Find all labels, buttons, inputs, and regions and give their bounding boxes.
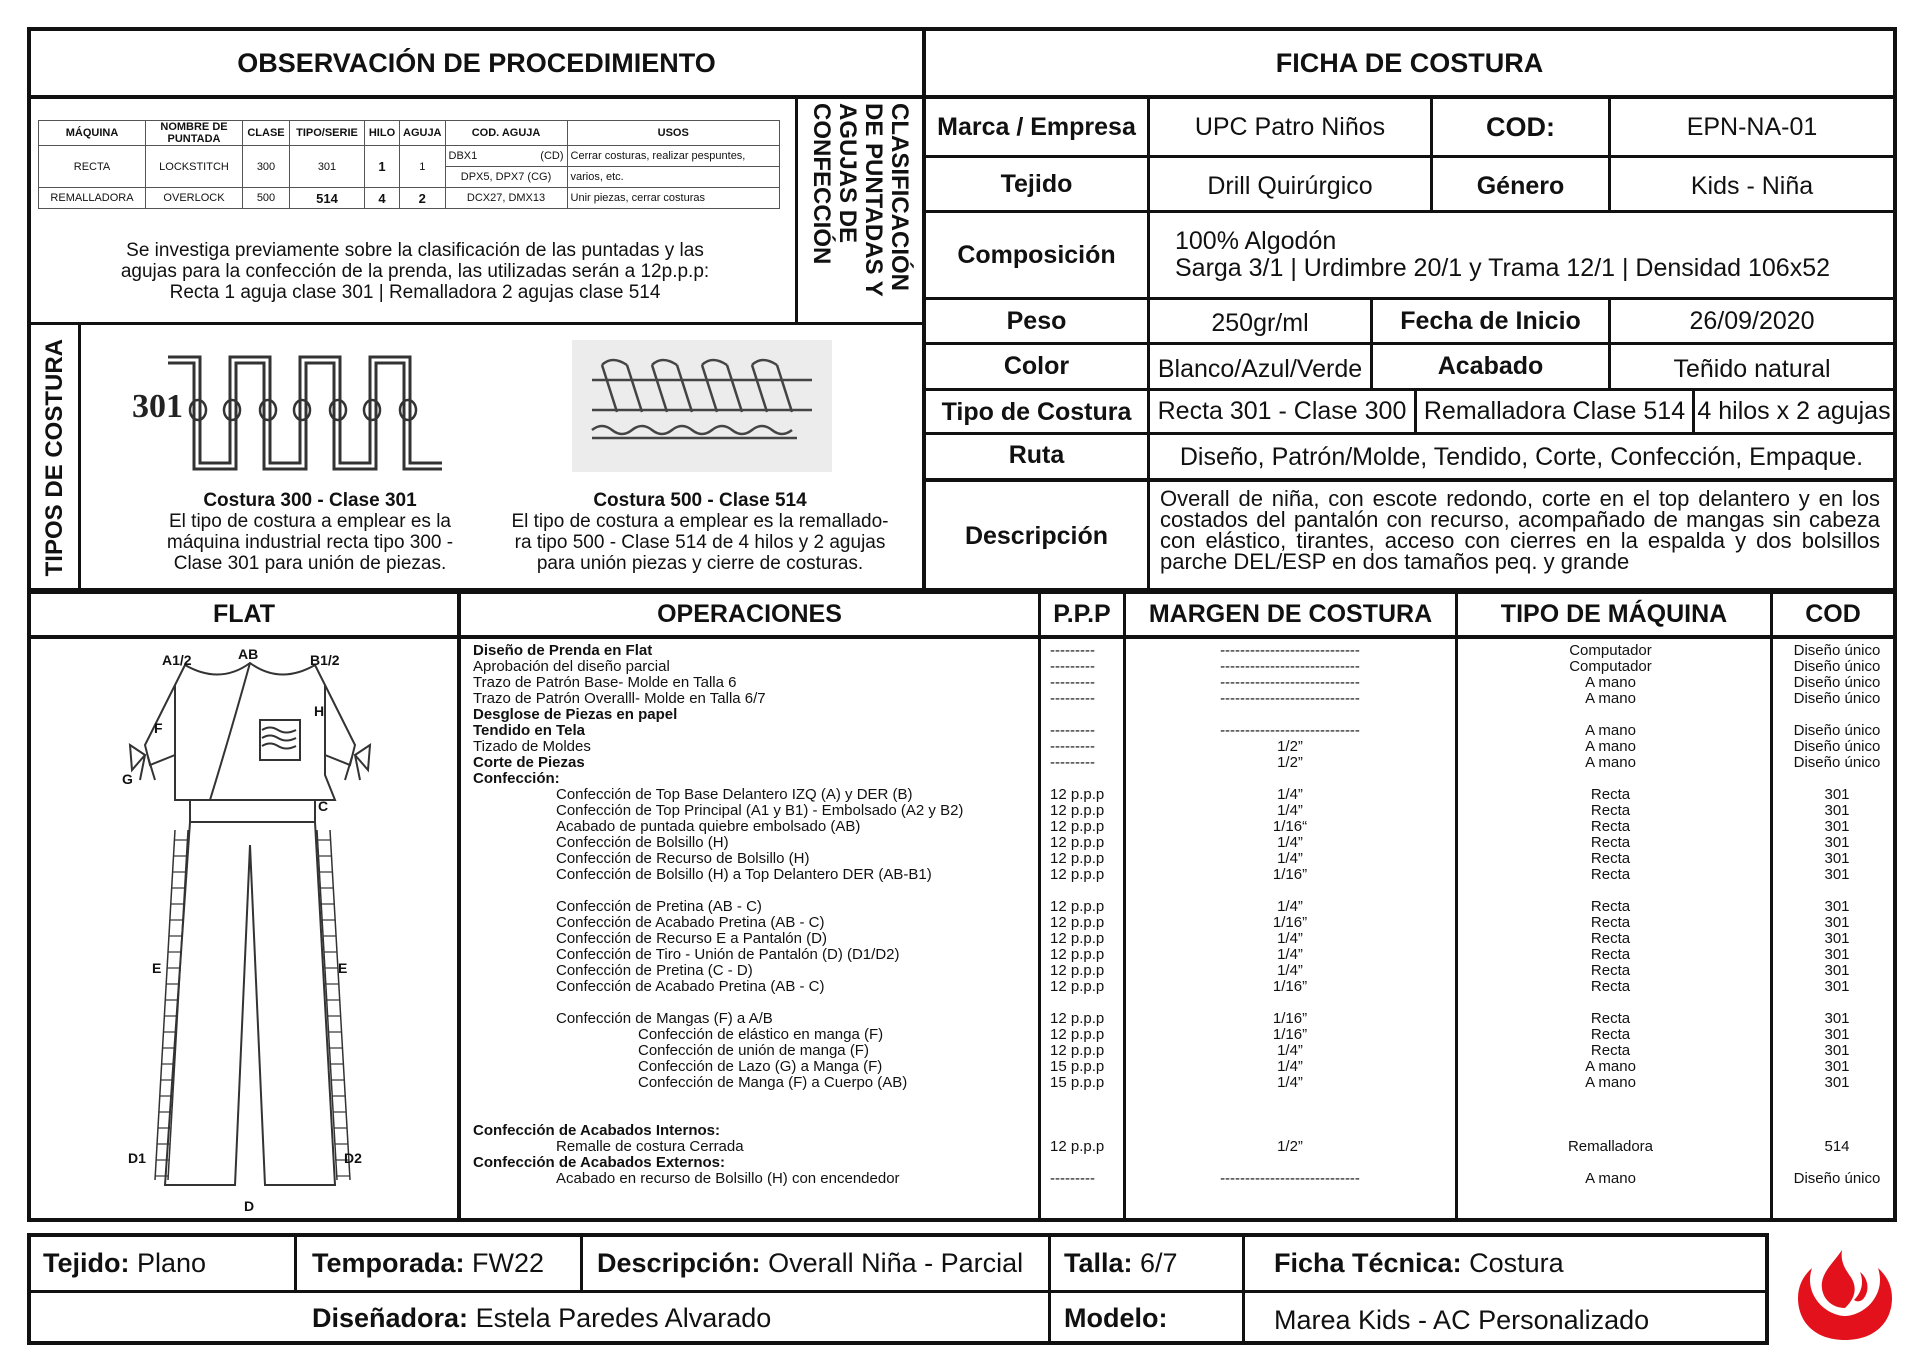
footer-temporada (300, 1237, 580, 1290)
operation-cod: 301 (1824, 1010, 1850, 1027)
flat-label-e-left: E (152, 960, 162, 976)
operation-name: Confección de Tiro - Unión de Pantalón (D) (D1/D2) (556, 946, 900, 963)
operation-machine: Computador (1569, 658, 1652, 675)
stitch-300-desc (120, 490, 500, 574)
operation-margin: 1/2” (1277, 1138, 1303, 1155)
operation-row (0, 1107, 1920, 1123)
operation-ppp: --------- (1050, 722, 1095, 739)
tipos-vertical: TIPOS DE COSTURA (40, 338, 68, 577)
footer-ficha-value: Costura (1469, 1248, 1564, 1278)
operation-machine: Recta (1590, 978, 1631, 995)
operation-cod: 301 (1824, 930, 1850, 947)
operation-machine: Recta (1590, 914, 1631, 931)
operation-margin: 1/4” (1277, 1074, 1303, 1091)
operation-name: Tizado de Moldes (473, 738, 591, 755)
operation-cod: Diseño único (1793, 658, 1881, 675)
operation-cod: 514 (1824, 1138, 1850, 1155)
operation-name: Confección de Bolsillo (H) a Top Delantero DER (AB-B1) (556, 866, 932, 883)
tipos-vertical-wrap (31, 325, 78, 590)
flat-label-d: D (244, 1198, 255, 1214)
flat-label-a12: A1/2 (162, 652, 192, 668)
procedure-text (40, 240, 790, 303)
flat-label-g: G (122, 771, 133, 787)
footer-descripcion-value: Overall Niña - Parcial (768, 1248, 1024, 1278)
procedure-line: Se investiga previamente sobre la clasificación de las puntadas y las (126, 240, 704, 261)
footer-disenadora-label: Diseñadora: (312, 1302, 469, 1333)
operation-name: Confección de Mangas (F) a A/B (556, 1010, 773, 1027)
operation-ppp: 15 p.p.p (1050, 1074, 1105, 1091)
footer-tejido (31, 1237, 294, 1290)
operation-margin: 1/16” (1272, 978, 1308, 995)
cod-value: EPN-NA-01 (1686, 112, 1818, 141)
operation-machine: Recta (1590, 818, 1631, 835)
operation-machine: Recta (1590, 802, 1631, 819)
operation-margin: 1/16” (1272, 914, 1308, 931)
flat-label-ab: AB (238, 646, 259, 662)
operation-margin: 1/16“ (1272, 818, 1308, 835)
operation-cod: 301 (1824, 786, 1850, 803)
operation-name: Confección de Pretina (AB - C) (556, 898, 762, 915)
operation-cod: 301 (1824, 834, 1850, 851)
footer-disenadora-value: Estela Paredes Alvarado (475, 1302, 772, 1333)
operation-cod: Diseño único (1793, 738, 1881, 755)
operation-row (0, 1171, 1920, 1187)
divider (580, 1233, 583, 1290)
left-header: OBSERVACIÓN DE PROCEDIMIENTO (237, 47, 716, 78)
operation-margin: 1/4” (1277, 946, 1303, 963)
operation-cod: Diseño único (1793, 754, 1881, 771)
composicion-label: Composición (957, 240, 1116, 269)
operation-row (0, 707, 1920, 723)
composicion-line: 100% Algodón (1175, 227, 1337, 255)
operation-machine: A mano (1585, 1170, 1636, 1187)
operation-row (0, 675, 1920, 691)
operation-ppp: --------- (1050, 642, 1095, 659)
stitch-500-line: para unión piezas y cierre de costuras. (536, 553, 864, 574)
operation-name: Acabado en recurso de Bolsillo (H) con encendedor (556, 1170, 900, 1187)
operation-cod: 301 (1824, 898, 1850, 915)
fecha-label: Fecha de Inicio (1400, 306, 1581, 335)
stitch-300-line: Clase 301 para unión de piezas. (173, 553, 447, 574)
operation-margin: 1/2” (1277, 738, 1303, 755)
footer-disenadora (300, 1293, 1048, 1343)
tipo-value-3: 4 hilos x 2 agujas (1697, 397, 1891, 425)
operation-ppp: --------- (1050, 690, 1095, 707)
operation-margin: 1/4” (1277, 802, 1303, 819)
footer-ficha-label: Ficha Técnica: (1274, 1248, 1462, 1278)
flat-label-b12: B1/2 (310, 652, 340, 668)
operation-name: Confección: (473, 770, 560, 787)
operation-machine: Remalladora (1567, 1138, 1654, 1155)
fecha-value: 26/09/2020 (1689, 306, 1815, 335)
th-cod-aguja: COD. AGUJA (445, 121, 567, 146)
cod: DBX1 (448, 150, 478, 162)
machine-table-wrap (38, 120, 780, 209)
divider (27, 95, 924, 99)
operation-margin: 1/16” (1272, 1010, 1308, 1027)
operation-cod: 301 (1824, 1026, 1850, 1043)
color-label: Color (1003, 352, 1070, 380)
divider (78, 322, 81, 592)
cell: 1 (400, 146, 446, 188)
operation-ppp: 12 p.p.p (1050, 834, 1105, 851)
tipo-value-2: Remalladora Clase 514 (1423, 397, 1686, 425)
operation-machine: A mano (1585, 690, 1636, 707)
operation-machine: Recta (1590, 1026, 1631, 1043)
operation-name: Acabado de puntada quiebre embolsado (AB) (556, 818, 861, 835)
cell: 4 (365, 188, 400, 209)
stitch-300-line: El tipo de costura a emplear es la (169, 511, 451, 532)
margen-header: MARGEN DE COSTURA (1148, 600, 1433, 628)
th-maquina: MÁQUINA (39, 121, 146, 146)
operation-row (0, 691, 1920, 707)
ruta-value: Diseño, Patrón/Molde, Tendido, Corte, Confección, Empaque. (1179, 443, 1864, 471)
operation-margin: ---------------------------- (1220, 690, 1360, 707)
operation-row (0, 1027, 1920, 1043)
machine-table (38, 120, 780, 209)
operation-cod: 301 (1824, 802, 1850, 819)
cell: 500 (243, 188, 290, 209)
tipo-label: Tipo de Costura (941, 397, 1132, 426)
cell: 1 (365, 146, 400, 188)
flat-label-d2: D2 (344, 1150, 362, 1166)
operation-name: Remalle de costura Cerrada (556, 1138, 744, 1155)
operation-name: Diseño de Prenda en Flat (473, 642, 653, 659)
operation-ppp: 12 p.p.p (1050, 1026, 1105, 1043)
operation-cod: 301 (1824, 978, 1850, 995)
operation-machine: Recta (1590, 866, 1631, 883)
operation-name: Corte de Piezas (473, 754, 585, 771)
stitch-500-title: Costura 500 - Clase 514 (593, 490, 807, 511)
operation-ppp: --------- (1050, 738, 1095, 755)
procedure-line: Recta 1 aguja clase 301 | Remalladora 2 agujas clase 514 (169, 282, 661, 303)
stitch-300-line: máquina industrial recta tipo 300 - (166, 532, 454, 553)
cod-cd: (CD) (540, 150, 564, 162)
divider (27, 635, 1897, 639)
cell: 301 (290, 146, 365, 188)
operation-row (0, 659, 1920, 675)
operation-name: Confección de Acabado Pretina (AB - C) (556, 914, 825, 931)
operation-machine: Computador (1569, 642, 1652, 659)
operaciones-header: OPERACIONES (657, 600, 842, 628)
operation-machine: A mano (1585, 1058, 1636, 1075)
cell: 300 (243, 146, 290, 188)
operation-margin: 1/4” (1277, 930, 1303, 947)
operation-row (0, 963, 1920, 979)
operation-ppp: 12 p.p.p (1050, 914, 1105, 931)
operation-cod: Diseño único (1793, 674, 1881, 691)
operation-ppp: 12 p.p.p (1050, 946, 1105, 963)
operation-row (0, 867, 1920, 883)
composicion-line: Sarga 3/1 | Urdimbre 20/1 y Trama 12/1 | Densidad 106x52 (1175, 254, 1831, 282)
operation-cod: Diseño único (1793, 722, 1881, 739)
operation-ppp: 15 p.p.p (1050, 1058, 1105, 1075)
stitch-500-line: ra tipo 500 - Clase 514 de 4 hilos y 2 agujas (514, 532, 886, 553)
operation-machine: Recta (1590, 850, 1631, 867)
operation-cod: 301 (1824, 1074, 1850, 1091)
operation-cod: Diseño único (1793, 642, 1881, 659)
peso-value: 250gr/ml (1211, 308, 1309, 337)
flat-label-c: C (318, 798, 329, 814)
operation-row (0, 1091, 1920, 1107)
th-hilo: HILO (365, 121, 400, 146)
operation-margin: 1/4” (1277, 898, 1303, 915)
genero-label: Género (1476, 171, 1565, 200)
operation-row (0, 803, 1920, 819)
footer-temporada-label: Temporada: (312, 1248, 465, 1278)
operation-ppp: 12 p.p.p (1050, 1042, 1105, 1059)
marca-label: Marca / Empresa (937, 112, 1136, 141)
operation-margin: 1/4” (1277, 834, 1303, 851)
cell (445, 146, 567, 167)
operation-machine: A mano (1585, 1074, 1636, 1091)
tejido-label: Tejido (1000, 169, 1073, 198)
flat-label-e-right: E (338, 960, 348, 976)
operation-margin: ---------------------------- (1220, 674, 1360, 691)
operation-ppp: 12 p.p.p (1050, 1138, 1105, 1155)
operation-row (0, 915, 1920, 931)
th-aguja: AGUJA (400, 121, 446, 146)
footer-temporada-value: FW22 (472, 1248, 545, 1278)
genero-value: Kids - Niña (1690, 171, 1814, 200)
operation-name: Confección de elástico en manga (F) (638, 1026, 884, 1043)
operation-row (0, 995, 1920, 1011)
cell: Unir piezas, cerrar costuras (567, 188, 779, 209)
operation-row (0, 835, 1920, 851)
ruta-label: Ruta (1008, 440, 1065, 469)
cell: Cerrar costuras, realizar pespuntes, (567, 146, 779, 167)
operation-cod: Diseño único (1793, 690, 1881, 707)
operation-ppp: --------- (1050, 754, 1095, 771)
operation-machine: A mano (1585, 738, 1636, 755)
cod-label: COD: (1486, 111, 1555, 142)
operation-name: Confección de Manga (F) a Cuerpo (AB) (638, 1074, 908, 1091)
th-clase: CLASE (243, 121, 290, 146)
th-usos: USOS (567, 121, 779, 146)
divider (1048, 1233, 1051, 1345)
operation-name: Confección de unión de manga (F) (638, 1042, 869, 1059)
operation-row (0, 1123, 1920, 1139)
operation-name: Confección de Acabado Pretina (AB - C) (556, 978, 825, 995)
operation-ppp: 12 p.p.p (1050, 786, 1105, 803)
operation-row (0, 883, 1920, 899)
operations-list (0, 643, 1920, 1213)
operation-name: Confección de Acabados Externos: (473, 1154, 725, 1171)
operation-ppp: 12 p.p.p (1050, 802, 1105, 819)
operation-cod: 301 (1824, 850, 1850, 867)
operation-margin: ---------------------------- (1220, 722, 1360, 739)
clasificacion-text: CLASIFICACIÓN DE PUNTADAS Y AGUJAS DE CONFECCIÓN (808, 102, 913, 296)
stitch-500-desc (485, 490, 915, 574)
operation-name: Confección de Top Principal (A1 y B1) - Embolsado (A2 y B2) (556, 802, 964, 819)
marca-value: UPC Patro Niños (1194, 112, 1386, 141)
footer-descripcion-label: Descripción: (597, 1248, 761, 1278)
operation-ppp: 12 p.p.p (1050, 1010, 1105, 1027)
operation-margin: 1/16” (1272, 866, 1308, 883)
procedure-line: agujas para la confección de la prenda, las utilizadas serán a 12p.p.p: (120, 261, 710, 282)
operation-ppp: 12 p.p.p (1050, 978, 1105, 995)
operation-name: Tendido en Tela (473, 722, 585, 739)
operation-ppp: 12 p.p.p (1050, 818, 1105, 835)
operation-machine: Recta (1590, 834, 1631, 851)
footer-descripcion (585, 1237, 1048, 1290)
operation-margin: 1/4” (1277, 962, 1303, 979)
operation-row (0, 739, 1920, 755)
operation-ppp: --------- (1050, 658, 1095, 675)
peso-label: Peso (1006, 306, 1067, 335)
cell: REMALLADORA (39, 188, 146, 209)
footer-tejido-value: Plano (137, 1248, 207, 1278)
stitch-514-drawing (572, 340, 832, 472)
clasificacion-vertical (798, 100, 922, 320)
operation-ppp: --------- (1050, 1170, 1095, 1187)
cell: LOCKSTITCH (146, 146, 243, 188)
cell: OVERLOCK (146, 188, 243, 209)
operation-row (0, 819, 1920, 835)
operation-ppp: 12 p.p.p (1050, 930, 1105, 947)
operation-name: Confección de Pretina (C - D) (556, 962, 753, 979)
operation-name: Confección de Recurso E a Pantalón (D) (556, 930, 827, 947)
upc-logo-icon (1790, 1240, 1900, 1350)
operation-machine: Recta (1590, 962, 1631, 979)
footer-tejido-label: Tejido: (43, 1248, 130, 1278)
divider (1242, 1233, 1245, 1345)
operation-margin: ---------------------------- (1220, 642, 1360, 659)
footer-talla-label: Talla: (1064, 1248, 1133, 1278)
operation-cod: 301 (1824, 914, 1850, 931)
operation-machine: Recta (1590, 786, 1631, 803)
operation-row (0, 931, 1920, 947)
flat-label-f: F (154, 720, 163, 736)
operation-ppp: 12 p.p.p (1050, 850, 1105, 867)
cell: 2 (400, 188, 446, 209)
operation-name: Confección de Lazo (G) a Manga (F) (638, 1058, 883, 1075)
operation-row (0, 787, 1920, 803)
operation-margin: 1/4” (1277, 1042, 1303, 1059)
operation-name: Trazo de Patrón Base- Molde en Talla 6 (473, 674, 737, 691)
cell: RECTA (39, 146, 146, 188)
stitch-301-label: 301 (132, 388, 183, 425)
footer-modelo (1052, 1293, 1242, 1343)
footer-talla (1052, 1237, 1242, 1290)
color-value: Blanco/Azul/Verde (1157, 355, 1363, 383)
th-serie: TIPO/SERIE (290, 121, 365, 146)
acabado-value: Teñido natural (1673, 355, 1831, 383)
operation-machine: Recta (1590, 930, 1631, 947)
divider (294, 1233, 297, 1290)
operation-cod: 301 (1824, 866, 1850, 883)
operation-margin: 1/16” (1272, 1026, 1308, 1043)
operation-row (0, 1075, 1920, 1091)
operation-row (0, 1011, 1920, 1027)
operation-machine: A mano (1585, 674, 1636, 691)
descripcion-label: Descripción (964, 521, 1109, 550)
flat-header: FLAT (212, 600, 275, 628)
operation-margin: 1/4” (1277, 786, 1303, 803)
operation-row (0, 1059, 1920, 1075)
operation-row (0, 899, 1920, 915)
stitch-500-line: El tipo de costura a emplear es la remallado- (511, 511, 889, 532)
operation-row (0, 771, 1920, 787)
operation-margin: ---------------------------- (1220, 1170, 1360, 1187)
ppp-header: P.P.P (1053, 600, 1111, 628)
tejido-value: Drill Quirúrgico (1207, 171, 1373, 200)
operation-machine: A mano (1585, 722, 1636, 739)
operation-row (0, 979, 1920, 995)
descripcion-value: Overall de niña, con escote redondo, corte en el top delantero y en los costados del pantalón con recurso, acompañado de mangas sin cabeza con elástico, tirantes, acceso con cierres en la espalda y dos bolsillos parche DEL/ESP en dos tamaños peq. y grande (1160, 486, 1880, 574)
operation-machine: Recta (1590, 1042, 1631, 1059)
operation-row (0, 1043, 1920, 1059)
operation-name: Confección de Top Base Delantero IZQ (A) y DER (B) (556, 786, 913, 803)
operation-cod: Diseño único (1793, 1170, 1881, 1187)
th-puntada: NOMBRE DE PUNTADA (146, 121, 243, 146)
operation-machine: Recta (1590, 1010, 1631, 1027)
operation-machine: A mano (1585, 754, 1636, 771)
operation-row (0, 755, 1920, 771)
operation-row (0, 1139, 1920, 1155)
operation-name: Aprobación del diseño parcial (473, 658, 670, 675)
operation-machine: Recta (1590, 946, 1631, 963)
operation-name: Confección de Recurso de Bolsillo (H) (556, 850, 810, 867)
operation-ppp: 12 p.p.p (1050, 866, 1105, 883)
cell: varios, etc. (567, 167, 779, 188)
operation-row (0, 947, 1920, 963)
footer-ficha (1262, 1237, 1762, 1290)
operation-margin: 1/2” (1277, 754, 1303, 771)
operation-cod: 301 (1824, 1058, 1850, 1075)
flat-label-h: H (314, 703, 325, 719)
operation-name: Trazo de Patrón Overalll- Molde en Talla 6/7 (473, 690, 766, 707)
operation-ppp: 12 p.p.p (1050, 962, 1105, 979)
operation-cod: 301 (1824, 818, 1850, 835)
divider (27, 322, 924, 325)
operation-machine: Recta (1590, 898, 1631, 915)
cell: DCX27, DMX13 (445, 188, 567, 209)
acabado-label: Acabado (1437, 352, 1544, 380)
footer-modelo-label: Modelo: (1064, 1302, 1168, 1333)
cell: 514 (290, 188, 365, 209)
tipo-value-1: Recta 301 - Clase 300 (1157, 397, 1407, 425)
operation-row (0, 851, 1920, 867)
operation-cod: 301 (1824, 1042, 1850, 1059)
operation-ppp: --------- (1050, 674, 1095, 691)
operation-row (0, 643, 1920, 659)
operation-margin: 1/4” (1277, 850, 1303, 867)
footer-talla-value: 6/7 (1140, 1248, 1178, 1278)
operation-margin: ---------------------------- (1220, 658, 1360, 675)
operation-name: Confección de Acabados Internos: (473, 1122, 720, 1139)
footer-modelo-value: Marea Kids - AC Personalizado (1274, 1304, 1650, 1335)
operation-ppp: 12 p.p.p (1050, 898, 1105, 915)
stitch-301-drawing (120, 345, 460, 485)
operation-name: Confección de Bolsillo (H) (556, 834, 729, 851)
maquina-header: TIPO DE MÁQUINA (1500, 600, 1728, 628)
operation-cod: 301 (1824, 946, 1850, 963)
stitch-300-title: Costura 300 - Clase 301 (203, 490, 417, 511)
operation-row (0, 723, 1920, 739)
operation-cod: 301 (1824, 962, 1850, 979)
operation-name: Desglose de Piezas en papel (473, 706, 678, 723)
flat-label-d1: D1 (128, 1150, 146, 1166)
operation-margin: 1/4” (1277, 1058, 1303, 1075)
cell: DPX5, DPX7 (CG) (445, 167, 567, 188)
right-header: FICHA DE COSTURA (1275, 47, 1544, 78)
composicion-value (1175, 228, 1890, 282)
operation-row (0, 1155, 1920, 1171)
cod-header: COD (1805, 600, 1861, 628)
